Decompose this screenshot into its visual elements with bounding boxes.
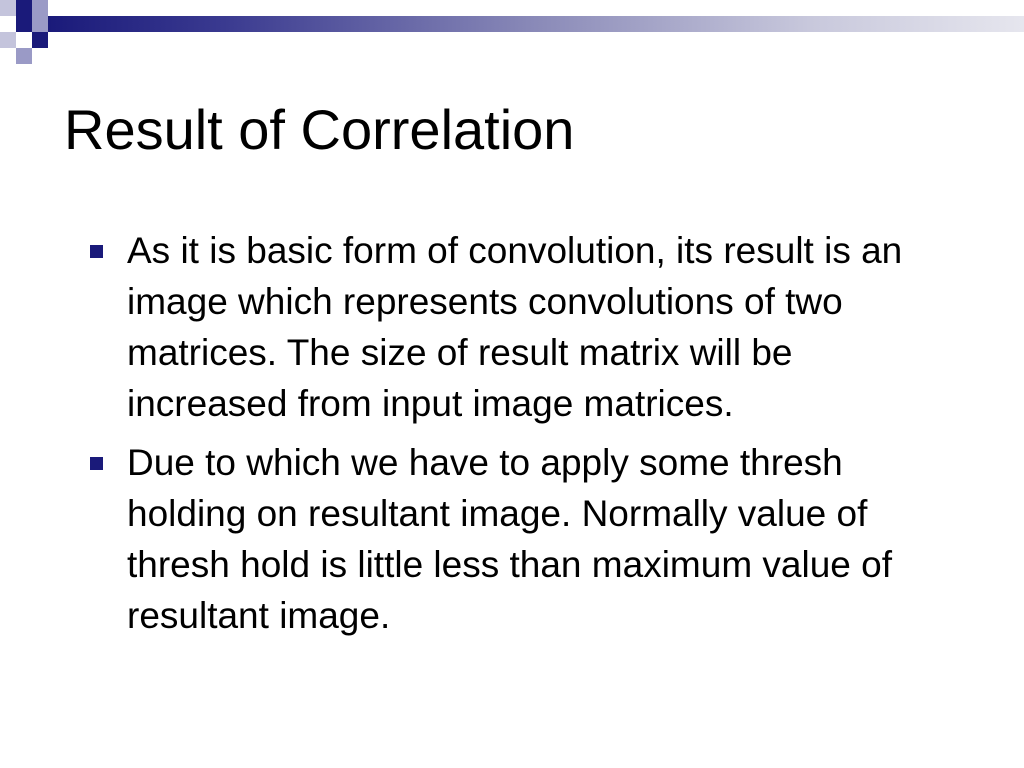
decoration-square [0,0,16,16]
decoration-square [16,0,32,16]
slide-title: Result of Correlation [64,98,575,161]
bullet-text: Due to which we have to apply some thresh holding on resultant image. Normally value of thresh hold is little less than maximum value of resultant image. [127,442,893,636]
bullet-item [86,225,926,429]
decoration-square [0,32,16,48]
decoration-square [16,16,32,32]
decoration-square [32,0,48,16]
bullet-list [86,225,926,649]
header-decoration [0,0,1024,64]
decoration-square [16,48,32,64]
decoration-square [32,32,48,48]
decoration-square [32,16,48,32]
bullet-item [86,437,926,641]
header-gradient-bar [48,16,1024,32]
square-bullet-icon [90,457,103,470]
square-bullet-icon [90,245,103,258]
bullet-text: As it is basic form of convolution, its result is an image which represents convolutions of two matrices. The size of result matrix will be increased from input image matrices. [127,230,903,424]
